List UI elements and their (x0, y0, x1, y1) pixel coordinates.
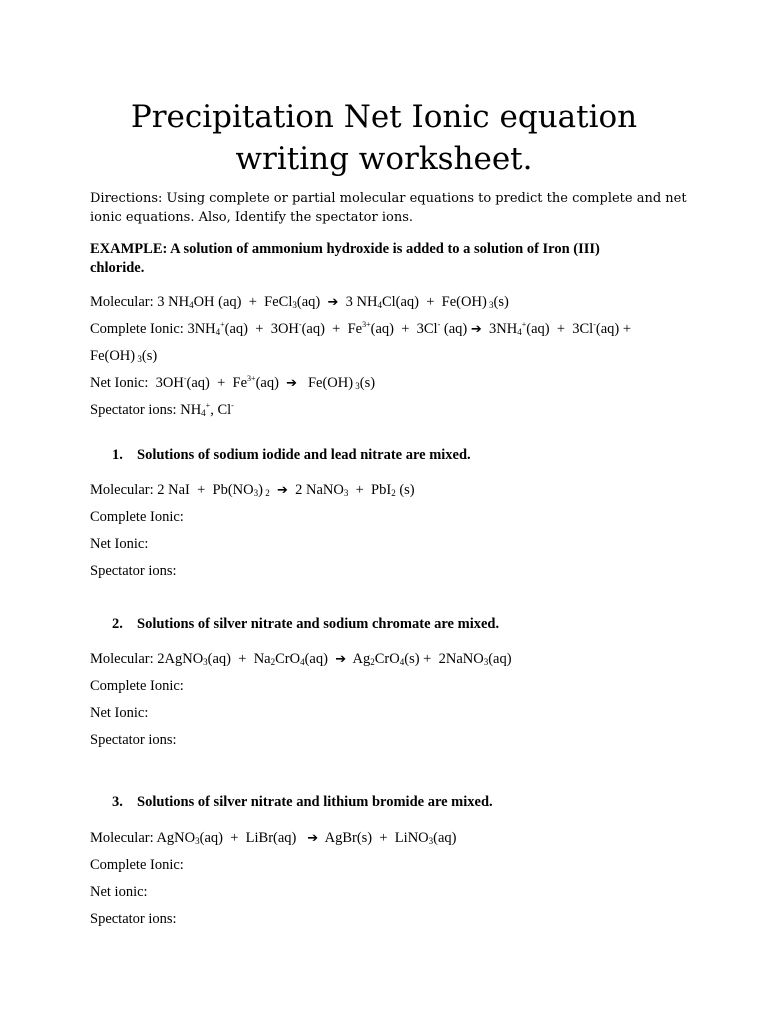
question-2-molecular-label: Molecular: (90, 651, 154, 667)
question-1-heading (112, 446, 471, 464)
question-3-heading (112, 793, 493, 811)
right-arrow-icon: ➔ (307, 831, 319, 846)
question-1-complete-ionic (90, 508, 184, 526)
question-1-molecular-label: Molecular: (90, 482, 154, 498)
question-1-spectator-label: Spectator ions: (90, 563, 177, 579)
title-line-1: Precipitation Net Ionic equation (130, 99, 638, 135)
directions-text (90, 190, 690, 227)
example-molecular-equation: Molecular: 3 $NH_4OH$ (aq) + FeCl$_3$(aq) ➔ 3 $NH_4Cl(aq) + Fe(OH)$ $_3$(s) (90, 294, 509, 310)
question-3-spectator-label: Spectator ions: (90, 911, 177, 927)
question-3-molecular-label: Molecular: (90, 830, 154, 846)
example-line-2: chloride. (90, 259, 145, 276)
question-2-complete-ionic (90, 677, 184, 695)
directions-line-1: Directions: Using complete or partial molecular equations to predict the complete and net (90, 191, 687, 206)
right-arrow-icon: ➔ (276, 483, 288, 498)
question-3-molecular-equation: Molecular: AgNO$_3$(aq) + LiBr(aq) ➔ AgBr(s) + LiNO$_3$(aq) (90, 830, 457, 846)
example-net-label: Net Ionic: (90, 375, 149, 391)
example-net-ionic-equation: Net Ionic: $3OH^-(aq) + Fe^{3+}(aq)$ ➔ Fe(OH) $_3$(s) (90, 374, 376, 391)
right-arrow-icon: ➔ (286, 376, 298, 391)
question-1-net-label: Net Ionic: (90, 536, 149, 552)
question-1-net-ionic (90, 535, 148, 553)
example-heading (90, 240, 690, 277)
page-title (90, 96, 678, 180)
example-spectator-label: Spectator ions: (90, 402, 177, 418)
right-arrow-icon: ➔ (335, 652, 347, 667)
example-complete-ionic-equation: Complete Ionic: $3NH_4^+(aq) + 3OH^-(aq) + Fe^{3+}(aq) + 3Cl^-$ (aq) ➔ $3NH_4^+(aq) + 3Cl^-(aq)$ + (90, 320, 632, 337)
question-2-heading (112, 615, 499, 633)
question-3-spectator-ions (90, 910, 177, 928)
question-3-text: Solutions of silver nitrate and lithium bromide are mixed. (137, 794, 493, 810)
example-line-1: EXAMPLE: A solution of ammonium hydroxide is added to a solution of Iron (III) (90, 241, 600, 257)
right-arrow-icon: ➔ (327, 295, 339, 310)
question-2-net-ionic (90, 704, 148, 722)
question-3-net-ionic (90, 883, 148, 901)
question-1-complete-label: Complete Ionic: (90, 509, 184, 525)
question-2-spectator-label: Spectator ions: (90, 732, 177, 748)
question-3-complete-label: Complete Ionic: (90, 857, 184, 873)
question-1-number: 1. (112, 447, 123, 463)
question-2-complete-label: Complete Ionic: (90, 678, 184, 694)
example-molecular-label: Molecular: (90, 294, 154, 310)
title-line-2: writing worksheet. (235, 141, 533, 177)
directions-line-2: ionic equations. Also, Identify the spectator ions. (90, 209, 414, 225)
question-2-net-label: Net Ionic: (90, 705, 149, 721)
question-3-complete-ionic (90, 856, 184, 874)
question-1-molecular-equation: Molecular: 2 NaI + $Pb(NO_3)$ $_2$ ➔ 2 NaNO$_3$ + PbI$_2$ (s) (90, 482, 415, 498)
right-arrow-icon: ➔ (470, 322, 482, 337)
question-1-spectator-ions (90, 562, 177, 580)
question-1-text: Solutions of sodium iodide and lead nitrate are mixed. (137, 447, 471, 463)
question-3-number: 3. (112, 794, 123, 810)
example-spectator-ions: Spectator ions: $NH_4^+$, Cl- (90, 401, 234, 418)
question-2-number: 2. (112, 616, 123, 632)
question-2-text: Solutions of silver nitrate and sodium chromate are mixed. (137, 616, 500, 632)
question-3-net-label: Net ionic: (90, 884, 148, 900)
question-2-molecular-equation: Molecular: 2AgNO$_3$(aq) + $Na_2CrO_4(aq)$ ➔ $Ag_2CrO_4(s)$ + 2NaNO$_3$(aq) (90, 651, 512, 667)
example-complete-label: Complete Ionic: (90, 321, 184, 337)
question-2-spectator-ions (90, 731, 177, 749)
example-complete-ionic-equation-cont: Fe(OH) $_3$(s) (90, 348, 158, 364)
